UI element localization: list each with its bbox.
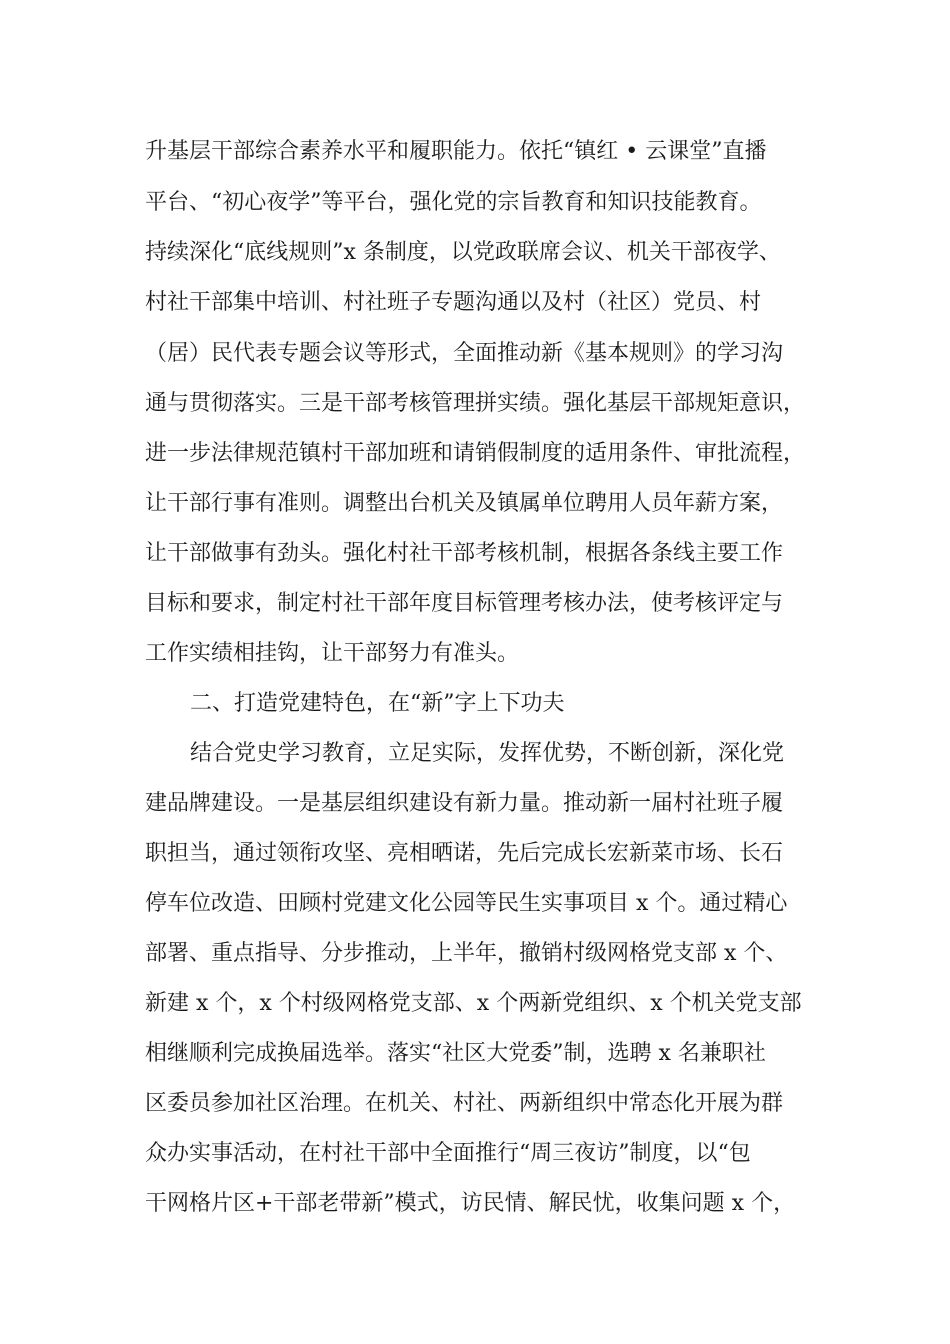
body-text-line: （居）民代表专题会议等形式，全面推动新《基本规则》的学习沟 — [145, 341, 784, 366]
body-text-line: 平台、“初心夜学”等平台，强化党的宗旨教育和知识技能教育。 — [145, 190, 762, 215]
body-text-line: 通与贯彻落实。三是干部考核管理拼实绩。强化基层干部规矩意识， — [145, 391, 806, 416]
body-text-line: 干网格片区+干部老带新”模式，访民情、解民忧，收集问题 x 个， — [145, 1191, 796, 1216]
section-heading: 二、打造党建特色，在“新”字上下功夫 — [190, 691, 565, 716]
body-text-line: 村社干部集中培训、村社班子专题沟通以及村（社区）党员、村 — [145, 290, 762, 315]
body-text-line: 相继顺利完成换届选举。落实“社区大党委”制，选聘 x 名兼职社 — [145, 1041, 766, 1066]
body-text-line: 职担当，通过领衔攻坚、亮相晒诺，先后完成长宏新菜市场、长石 — [145, 841, 784, 866]
body-text-line: 建品牌建设。一是基层组织建设有新力量。推动新一届村社班子履 — [145, 791, 784, 816]
body-text-line: 结合党史学习教育，立足实际，发挥优势，不断创新，深化党 — [190, 741, 785, 766]
body-text-line: 工作实绩相挂钩，让干部努力有准头。 — [145, 641, 520, 666]
body-text-line: 区委员参加社区治理。在机关、村社、两新组织中常态化开展为群 — [145, 1091, 784, 1116]
body-text-line: 众办实事活动，在村社干部中全面推行“周三夜访”制度，以“包 — [145, 1141, 751, 1166]
body-text-line: 持续深化“底线规则”x 条制度，以党政联席会议、机关干部夜学、 — [145, 240, 781, 265]
body-text-line: 让干部做事有劲头。强化村社干部考核机制，根据各条线主要工作 — [145, 541, 784, 566]
body-text-line: 目标和要求，制定村社干部年度目标管理考核办法，使考核评定与 — [145, 591, 784, 616]
body-text-line: 新建 x 个，x 个村级网格党支部、x 个两新党组织、x 个机关党支部 — [145, 991, 802, 1016]
body-text-line: 升基层干部综合素养水平和履职能力。依托“镇红 • 云课堂”直播 — [145, 139, 767, 164]
body-text-line: 进一步法律规范镇村干部加班和请销假制度的适用条件、审批流程， — [145, 441, 806, 466]
body-text-line: 停车位改造、田顾村党建文化公园等民生实事项目 x 个。通过精心 — [145, 891, 788, 916]
body-text-line: 部署、重点指导、分步推动，上半年，撤销村级网格党支部 x 个、 — [145, 941, 788, 966]
body-text-line: 让干部行事有准则。调整出台机关及镇属单位聘用人员年薪方案， — [145, 491, 784, 516]
